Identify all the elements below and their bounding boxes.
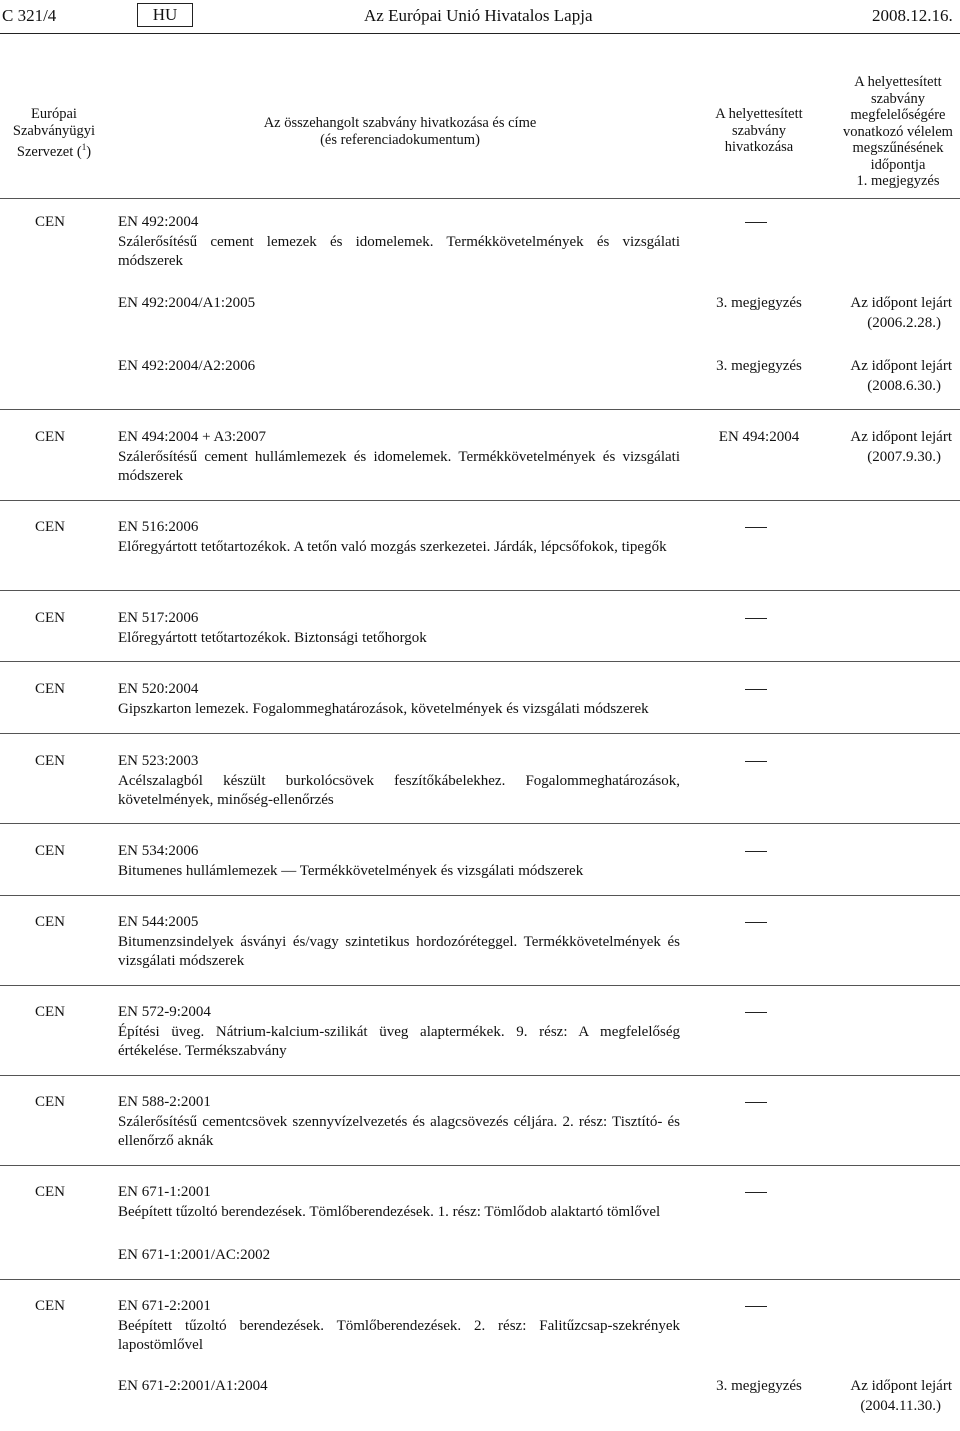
col4-line6: időpontja <box>870 156 926 173</box>
org-cell: CEN <box>35 1094 65 1110</box>
journal-title: Az Európai Unió Hivatalos Lapja <box>364 6 593 25</box>
row-divider <box>0 985 960 986</box>
replaced-none-dash <box>745 1102 767 1103</box>
standard-ref: EN 588-2:2001 <box>118 1094 211 1110</box>
replaced-note: 3. megjegyzés <box>716 358 802 374</box>
col2-line1: Az összehangolt szabvány hivatkozása és címe <box>263 115 537 131</box>
standard-ref: EN 516:2006 <box>118 519 199 535</box>
col4-line5: megszűnésének <box>852 140 944 156</box>
col4-line7: 1. megjegyzés <box>856 173 940 189</box>
cessation-status: Az időpont lejárt <box>850 429 952 445</box>
standard-title: Bitumenzsindelyek ásványi és/vagy szintetikus hordozóréteggel. Termékkövetelmények és vizsgálati módszerek <box>118 934 680 969</box>
replaced-note: 3. megjegyzés <box>716 1378 802 1394</box>
cessation-status: Az időpont lejárt <box>850 358 952 374</box>
standard-title: Beépített tűzoltó berendezések. Tömlőberendezések. 2. rész: Falitűzcsap-szekrények lapostömlővel <box>118 1318 680 1353</box>
org-cell: CEN <box>35 519 65 535</box>
col3-line3: hivatkozása <box>724 139 794 155</box>
standard-ref: EN 523:2003 <box>118 753 199 769</box>
row-divider <box>0 733 960 734</box>
replaced-none-dash <box>745 222 767 223</box>
standard-title: Acélszalagból készült burkolócsövek feszítőkábelekhez. Fogalommeghatározások, követelmények, minőség-ellenőrzés <box>118 773 680 808</box>
row-divider <box>0 1075 960 1076</box>
standard-ref: EN 534:2006 <box>118 843 199 859</box>
table-header-rule <box>0 198 960 199</box>
col4-line3: megfelelőségére <box>850 107 946 123</box>
col4-line4: vonatkozó vélelem <box>843 123 953 140</box>
column-header-standard <box>150 115 650 148</box>
standard-title: Szálerősítésű cementcsövek szennyvízelvezetés és alagcsövezés céljára. 2. rész: Tisztító- és ellenőrző aknák <box>118 1114 680 1149</box>
col3-line1: A helyettesített <box>715 106 803 122</box>
replaced-none-dash <box>745 1306 767 1307</box>
amendment-ref: EN 492:2004/A2:2006 <box>118 358 256 374</box>
standard-ref: EN 520:2004 <box>118 681 199 697</box>
org-cell: CEN <box>35 843 65 859</box>
col1-line3-tail: ) <box>86 143 92 160</box>
org-cell: CEN <box>35 429 65 445</box>
replaced-none-dash <box>745 527 767 528</box>
cessation-date: (2004.11.30.) <box>860 1398 941 1414</box>
standard-ref: EN 671-1:2001 <box>118 1184 211 1200</box>
replaced-note: 3. megjegyzés <box>716 295 802 311</box>
org-cell: CEN <box>35 214 65 230</box>
standard-title: Beépített tűzoltó berendezések. Tömlőberendezések. 1. rész: Tömlődob alaktartó tömlővel <box>118 1204 661 1220</box>
row-divider <box>0 895 960 896</box>
standard-ref: EN 492:2004 <box>118 214 199 230</box>
standard-title: Szálerősítésű cement lemezek és idomelemek. Termékkövetelmények és vizsgálati módszerek <box>118 234 680 269</box>
row-divider <box>0 1279 960 1280</box>
publication-date: 2008.12.16. <box>872 6 953 25</box>
standard-ref: EN 517:2006 <box>118 610 199 626</box>
cessation-status: Az időpont lejárt <box>850 295 952 311</box>
footnote-marker: 1 <box>81 142 87 152</box>
standard-title: Előregyártott tetőtartozékok. A tetőn való mozgás szerkezetei. Járdák, lépcsőfokok, tipegők <box>118 539 667 555</box>
column-header-cessation <box>828 74 960 190</box>
page-reference: C 321/4 <box>2 6 57 25</box>
col2-line2: (és referenciadokumentum) <box>320 131 480 148</box>
org-cell: CEN <box>35 914 65 930</box>
replaced-none-dash <box>745 851 767 852</box>
standard-ref: EN 544:2005 <box>118 914 199 930</box>
org-cell: CEN <box>35 1004 65 1020</box>
amendment-ref: EN 671-2:2001/A1:2004 <box>118 1378 268 1394</box>
column-header-org <box>0 106 108 160</box>
standard-title: Bitumenes hullámlemezek — Termékkövetelmények és vizsgálati módszerek <box>118 863 584 879</box>
standard-ref: EN 671-2:2001 <box>118 1298 211 1314</box>
replaced-none-dash <box>745 689 767 690</box>
cessation-status: Az időpont lejárt <box>850 1378 952 1394</box>
cessation-date: (2006.2.28.) <box>867 315 941 331</box>
org-cell: CEN <box>35 681 65 697</box>
row-divider <box>0 823 960 824</box>
col4-line1: A helyettesített <box>854 74 942 90</box>
org-cell: CEN <box>35 610 65 626</box>
standard-ref: EN 572-9:2004 <box>118 1004 211 1020</box>
page-header <box>0 0 960 32</box>
replaced-none-dash <box>745 1192 767 1193</box>
replaced-none-dash <box>745 1012 767 1013</box>
header-rule <box>0 33 960 34</box>
col4-line2: szabvány <box>871 90 925 107</box>
cessation-date: (2008.6.30.) <box>867 378 941 394</box>
amendment-ref: EN 492:2004/A1:2005 <box>118 295 256 311</box>
amendment-ref: EN 671-1:2001/AC:2002 <box>118 1247 271 1263</box>
org-cell: CEN <box>35 1298 65 1314</box>
replaced-none-dash <box>745 922 767 923</box>
replaced-standard: EN 494:2004 <box>718 429 800 445</box>
standard-title: Építési üveg. Nátrium-kalcium-szilikát üveg alaptermékek. 9. rész: A megfelelőség értékelése. Termékszabvány <box>118 1024 680 1059</box>
replaced-none-dash <box>745 618 767 619</box>
standard-ref: EN 494:2004 + A3:2007 <box>118 429 267 445</box>
org-cell: CEN <box>35 753 65 769</box>
language-badge: HU <box>137 3 193 27</box>
cessation-date: (2007.9.30.) <box>867 449 941 465</box>
col1-line3 <box>0 139 108 160</box>
standard-title: Előregyártott tetőtartozékok. Biztonsági tetőhorgok <box>118 630 427 646</box>
org-cell: CEN <box>35 1184 65 1200</box>
replaced-none-dash <box>745 761 767 762</box>
standard-title: Gipszkarton lemezek. Fogalommeghatározások, követelmények és vizsgálati módszerek <box>118 701 649 717</box>
column-header-replaced <box>700 106 818 156</box>
col3-line2: szabvány <box>732 122 786 139</box>
row-divider <box>0 409 960 410</box>
row-divider <box>0 1165 960 1166</box>
col1-line3-text: Szervezet ( <box>16 143 82 160</box>
row-divider <box>0 500 960 501</box>
row-divider <box>0 661 960 662</box>
row-divider <box>0 590 960 591</box>
col1-line2: Szabványügyi <box>12 122 96 139</box>
standard-title: Szálerősítésű cement hullámlemezek és idomelemek. Termékkövetelmények és vizsgálati módszerek <box>118 449 680 484</box>
col1-line1: Európai <box>31 106 77 122</box>
